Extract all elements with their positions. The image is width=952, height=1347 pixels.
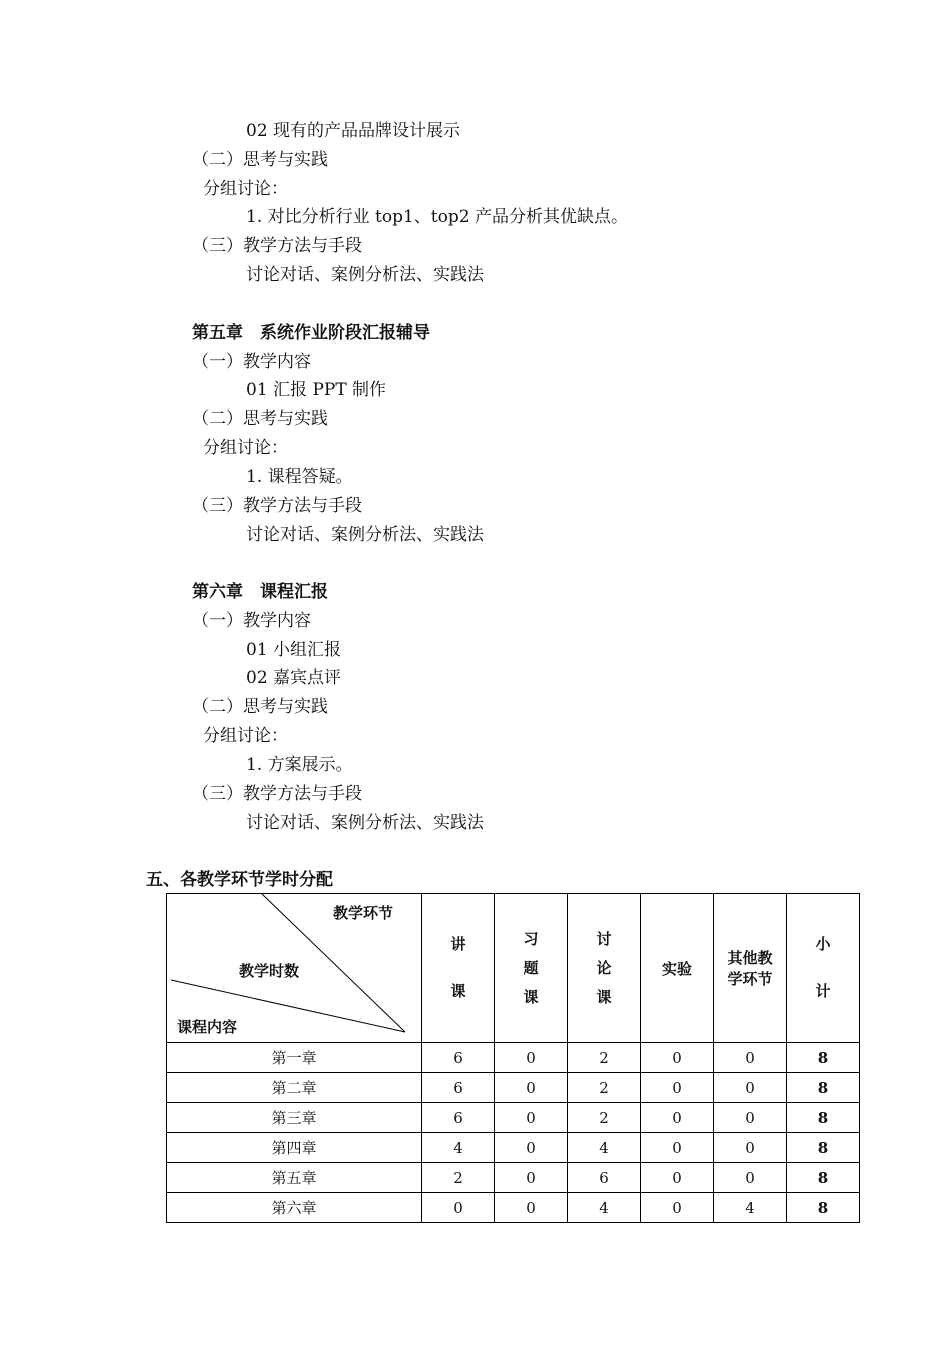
body-line: 分组讨论： (203, 438, 288, 458)
value-cell: 0 (641, 1103, 714, 1133)
subtotal-cell: 8 (787, 1103, 860, 1133)
header-other (714, 894, 787, 1043)
chapter-cell: 第三章 (167, 1103, 422, 1133)
diag-label-middle: 教学时数 (239, 962, 300, 980)
subtotal-cell: 8 (787, 1163, 860, 1193)
body-line: 讨论对话、案例分析法、实践法 (246, 525, 484, 545)
table-row (167, 1043, 860, 1073)
header-text: 讲 (450, 935, 466, 953)
diagonal-header-cell (167, 894, 422, 1043)
value-cell: 0 (714, 1133, 787, 1163)
body-line: 01 小组汇报 (246, 640, 342, 660)
value-cell: 4 (568, 1193, 641, 1223)
subsection-heading: （三）教学方法与手段 (192, 496, 362, 516)
body-line: 分组讨论： (203, 726, 288, 746)
value-cell: 0 (641, 1163, 714, 1193)
value-cell: 4 (714, 1193, 787, 1223)
value-cell: 6 (422, 1043, 495, 1073)
header-text: 课 (450, 982, 466, 1000)
value-cell: 0 (495, 1043, 568, 1073)
diag-label-bottom: 课程内容 (177, 1018, 238, 1036)
subtotal-cell: 8 (787, 1133, 860, 1163)
value-cell: 2 (568, 1103, 641, 1133)
body-line: 02 现有的产品品牌设计展示 (246, 121, 461, 141)
chapter-cell: 第四章 (167, 1133, 422, 1163)
header-text: 学环节 (727, 970, 773, 988)
value-cell: 2 (568, 1073, 641, 1103)
header-discussion (568, 894, 641, 1043)
header-text: 实验 (661, 959, 692, 978)
value-cell: 2 (568, 1043, 641, 1073)
subsection-heading: （三）教学方法与手段 (192, 784, 362, 804)
subsection-heading: （三）教学方法与手段 (192, 236, 362, 256)
value-cell: 4 (422, 1133, 495, 1163)
chapter-cell: 第五章 (167, 1163, 422, 1193)
value-cell: 0 (495, 1163, 568, 1193)
chapter-cell: 第一章 (167, 1043, 422, 1073)
body-line: 01 汇报 PPT 制作 (246, 380, 387, 400)
value-cell: 0 (641, 1133, 714, 1163)
header-experiment (641, 894, 714, 1043)
header-text: 其他教 (727, 949, 773, 967)
table-row (167, 1193, 860, 1223)
value-cell: 6 (422, 1073, 495, 1103)
value-cell: 2 (422, 1163, 495, 1193)
table-header-row (167, 894, 860, 1043)
header-exercise (495, 894, 568, 1043)
subtotal-cell: 8 (787, 1073, 860, 1103)
value-cell: 6 (568, 1163, 641, 1193)
value-cell: 0 (495, 1133, 568, 1163)
chapter-cell: 第二章 (167, 1073, 422, 1103)
header-text: 习 (523, 929, 539, 948)
body-line: 分组讨论： (203, 179, 288, 199)
body-line: 讨论对话、案例分析法、实践法 (246, 265, 484, 285)
value-cell: 0 (641, 1043, 714, 1073)
header-text: 计 (815, 982, 831, 1000)
table-row (167, 1073, 860, 1103)
value-cell: 0 (495, 1193, 568, 1223)
header-text: 课 (523, 987, 539, 1006)
chapter-cell: 第六章 (167, 1193, 422, 1223)
subsection-heading: （一）教学内容 (192, 352, 311, 372)
table-row (167, 1163, 860, 1193)
value-cell: 4 (568, 1133, 641, 1163)
value-cell: 0 (714, 1163, 787, 1193)
value-cell: 0 (495, 1103, 568, 1133)
subsection-heading: （二）思考与实践 (192, 697, 328, 717)
list-item: 1. 方案展示。 (246, 755, 353, 775)
value-cell: 0 (641, 1073, 714, 1103)
subsection-heading: （二）思考与实践 (192, 409, 328, 429)
chapter-heading: 第六章 课程汇报 (192, 582, 328, 602)
section-title: 五、各教学环节学时分配 (146, 870, 333, 890)
subsection-heading: （一）教学内容 (192, 611, 311, 631)
value-cell: 0 (495, 1073, 568, 1103)
header-text: 小 (815, 935, 831, 953)
value-cell: 6 (422, 1103, 495, 1133)
header-text: 讨 (596, 929, 612, 948)
header-lecture (422, 894, 495, 1043)
header-text: 课 (596, 987, 612, 1006)
header-subtotal (787, 894, 860, 1043)
chapter-heading: 第五章 系统作业阶段汇报辅导 (192, 323, 430, 343)
table-row (167, 1133, 860, 1163)
header-text: 题 (523, 958, 539, 977)
value-cell: 0 (641, 1193, 714, 1223)
subsection-heading: （二）思考与实践 (192, 150, 328, 170)
value-cell: 0 (714, 1073, 787, 1103)
value-cell: 0 (714, 1103, 787, 1133)
subtotal-cell: 8 (787, 1043, 860, 1073)
subtotal-cell: 8 (787, 1193, 860, 1223)
header-text: 论 (596, 958, 612, 977)
body-line: 02 嘉宾点评 (246, 668, 342, 688)
value-cell: 0 (714, 1043, 787, 1073)
table-row (167, 1103, 860, 1133)
list-item: 1. 对比分析行业 top1、top2 产品分析其优缺点。 (246, 207, 628, 227)
list-item: 1. 课程答疑。 (246, 467, 353, 487)
diag-label-top: 教学环节 (333, 904, 394, 922)
value-cell: 0 (422, 1193, 495, 1223)
hours-table (166, 893, 860, 1223)
body-line: 讨论对话、案例分析法、实践法 (246, 813, 484, 833)
